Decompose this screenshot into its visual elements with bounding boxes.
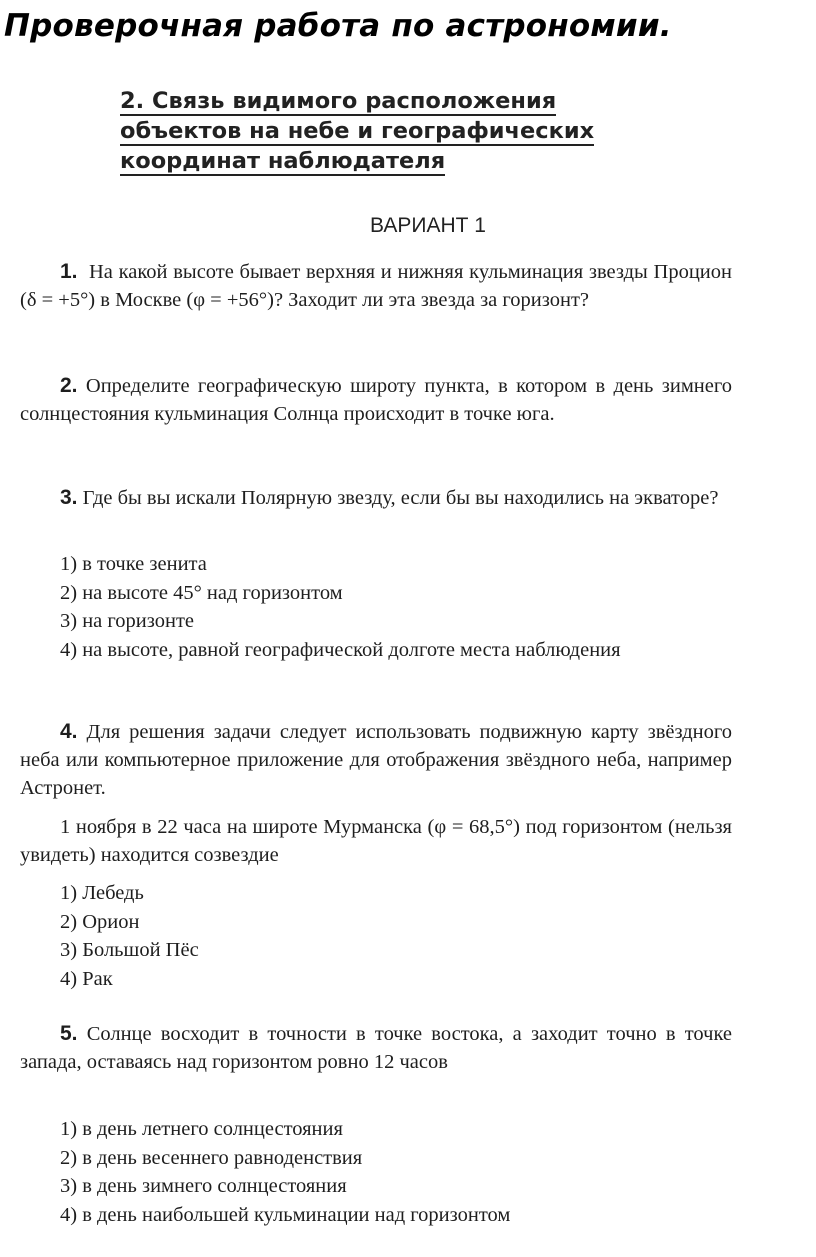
answer-option: 3) в день зимнего солнцестояния — [60, 1175, 347, 1197]
variant-label: ВАРИАНТ 1 — [370, 214, 486, 237]
question-text: Где бы вы искали Полярную звезду, если бы вы находились на экваторе? — [82, 487, 719, 509]
answer-option: 1) в день летнего солнцестояния — [60, 1118, 343, 1140]
question-text: Солнце восходит в точности в точке востока, а заходит точно в точке запада, оставаясь над горизонтом ровно 12 часов — [20, 1023, 732, 1073]
question-number: 3. — [60, 486, 78, 509]
question-5 — [20, 1020, 732, 1076]
question-subtext: 1 ноября в 22 часа на широте Мурманска (φ = 68,5°) под горизонтом (нельзя увидеть) находится созвездие — [20, 816, 732, 866]
question-5-options — [20, 1115, 732, 1229]
section-heading-line: координат наблюдателя — [120, 148, 446, 174]
answer-option: 4) на высоте, равной географической долготе места наблюдения — [60, 638, 621, 661]
question-4-subtext — [20, 813, 732, 869]
question-3-options — [20, 550, 732, 664]
question-1 — [20, 258, 732, 314]
question-4 — [20, 718, 732, 802]
answer-option: 3) на горизонте — [60, 610, 195, 632]
answer-option: 4) Рак — [60, 967, 113, 990]
answer-option: 2) на высоте 45° над горизонтом — [60, 581, 343, 604]
question-text: Для решения задачи следует использовать подвижную карту звёздного неба или компьютерное приложение для отображения звёздного неба, например Астронет. — [20, 721, 732, 799]
answer-option: 3) Большой Пёс — [60, 939, 199, 961]
question-number: 5. — [60, 1022, 78, 1045]
section-heading-line: 2. Связь видимого расположения — [120, 88, 557, 114]
section-heading — [120, 88, 640, 178]
question-2 — [20, 372, 732, 428]
answer-option: 1) в точке зенита — [60, 553, 207, 575]
question-number: 1. — [60, 260, 78, 283]
question-text: Определите географическую широту пункта, в котором в день зимнего солнцестояния кульминация Солнца происходит в точке юга. — [20, 375, 733, 425]
question-number: 4. — [60, 720, 78, 743]
page-title: Проверочная работа по астрономии. — [4, 8, 672, 44]
answer-option: 1) Лебедь — [60, 882, 144, 904]
answer-option: 2) в день весеннего равноденствия — [60, 1146, 363, 1169]
section-heading-line: объектов на небе и географических — [120, 118, 595, 144]
answer-option: 4) в день наибольшей кульминации над горизонтом — [60, 1203, 511, 1226]
question-3 — [20, 484, 732, 512]
answer-option: 2) Орион — [60, 910, 140, 933]
question-4-options — [20, 879, 732, 993]
question-text: На какой высоте бывает верхняя и нижняя кульминация звезды Процион (δ = +5°) в Москве (φ = +56°)? Заходит ли эта звезда за горизонт? — [20, 261, 732, 311]
question-number: 2. — [60, 374, 78, 397]
